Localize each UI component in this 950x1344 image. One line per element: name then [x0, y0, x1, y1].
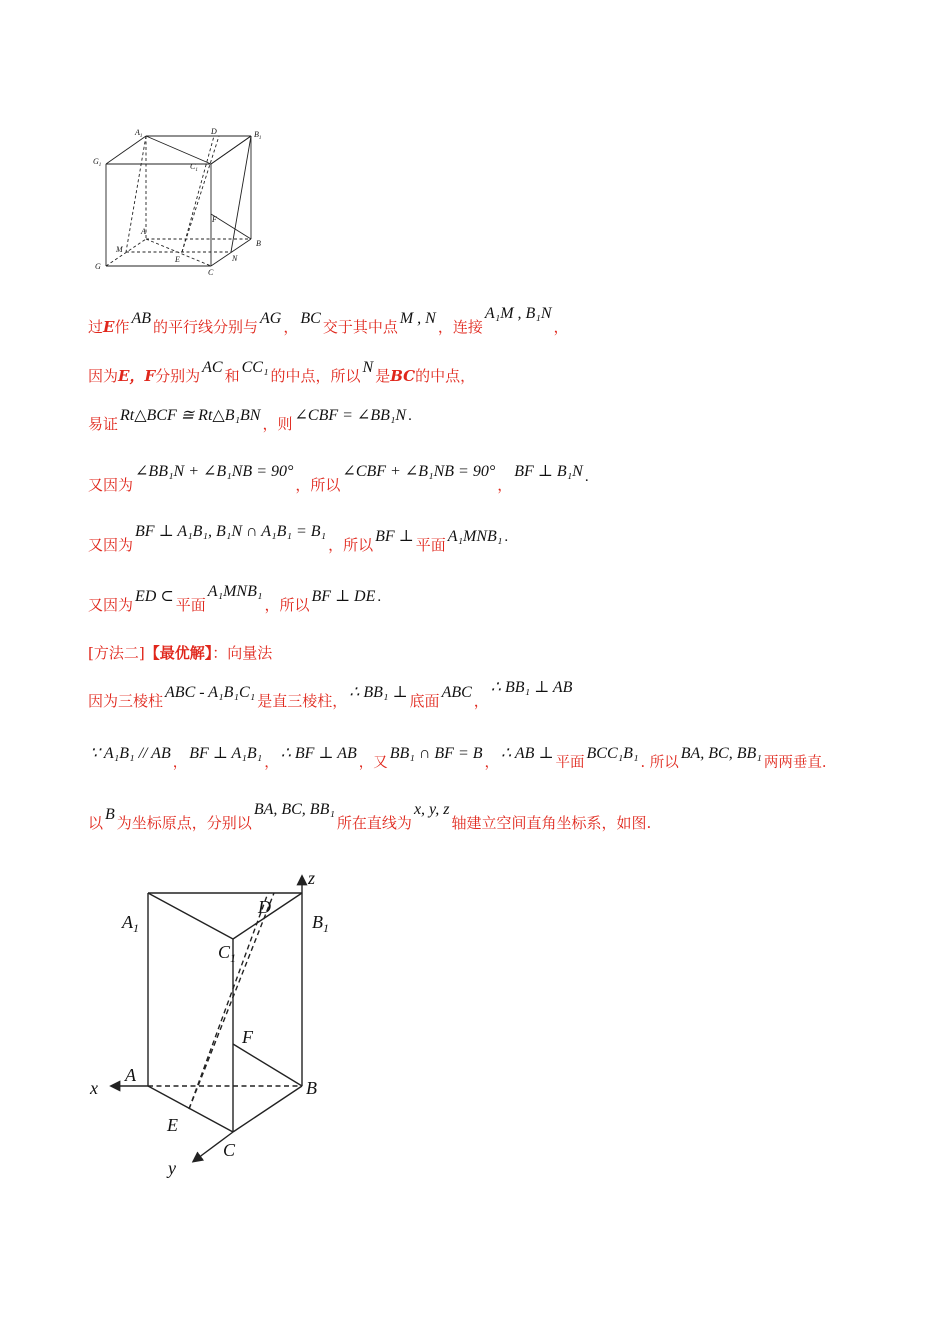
fig2-label-c: C — [223, 1140, 236, 1160]
fig1-label-c1: $C_1$ — [190, 162, 198, 173]
figure-cube-prism — [86, 124, 276, 280]
fig1-label-a1: $A_1$ — [135, 128, 143, 139]
fig2-label-y: y — [168, 1158, 176, 1178]
fig2-label-f: F — [242, 1027, 253, 1047]
fig2-label-a: A — [125, 1065, 136, 1085]
fig1-label-d: D — [211, 127, 217, 136]
fig2-label-z: z — [308, 868, 316, 888]
line-8: 因为三棱柱 ABC - A₁B₁C₁ 是直三棱柱， ∴ BB₁ ⊥ 底面 ABC ，∴ BB₁ ⊥ AB — [88, 679, 573, 710]
fig2-label-x: x — [90, 1078, 98, 1098]
line-6: 又因为 ED ⊂ 平面A₁MNB₁，所以 BF ⊥ DE . — [88, 583, 382, 614]
line-7-method-two: [方法二]【最优解】：向量法 — [88, 644, 273, 662]
fig1-label-m: M — [116, 245, 123, 254]
fig1-label-c: C — [208, 268, 214, 277]
fig2-label-b1: $B_1$ — [312, 912, 329, 935]
figure-coordinate-prism — [80, 866, 350, 1186]
line-1: 过E作 AB 的平行线分别与 AG ， BC 交于其中点 M , N ，连接A₁M , B₁N， — [88, 305, 569, 336]
line-4: 又因为∠BB₁N + ∠B₁NB = 90°，所以∠CBF + ∠B₁NB = 90°，BF ⊥ B₁N . — [88, 463, 589, 494]
fig1-label-e: E — [175, 255, 180, 264]
line-3: 易证 Rt△BCF ≅ Rt△B₁BN ，则 ∠CBF = ∠BB₁N . — [88, 407, 412, 433]
line-5: 又因为BF ⊥ A₁B₁, B₁N ∩ A₁B₁ = B₁，所以 BF ⊥ 平面 A₁MNB₁ . — [88, 523, 509, 554]
fig1-label-f: F — [212, 215, 217, 224]
fig1-label-n: N — [232, 254, 238, 263]
fig2-label-c1: $C_1$ — [218, 942, 237, 965]
line-2: 因为E，F分别为 AC 和 CC₁ 的中点，所以 N 是BC的中点， — [88, 359, 476, 385]
line-9: ∵ A₁B₁ // AB，BF ⊥ A₁B₁，∴ BF ⊥ AB，又BB₁ ∩ BF = B，∴ AB ⊥平面BCC₁B₁. 所以BA, BC, BB₁两两垂直. — [90, 745, 827, 771]
fig1-label-g1: $G_1$ — [93, 157, 102, 168]
fig1-label-b1: $B_1$ — [254, 130, 262, 141]
fig1-label-g: G — [95, 262, 101, 271]
fig1-label-b: B — [256, 239, 261, 248]
fig2-label-d: D — [258, 897, 271, 917]
fig1-label-a: A — [141, 227, 146, 236]
fig2-label-b: B — [306, 1078, 317, 1098]
line-10: 以 B 为坐标原点，分别以BA, BC, BB₁所在直线为x, y, z轴建立空间直角坐标系，如图. — [88, 801, 652, 832]
fig2-label-a1: $A_1$ — [122, 912, 139, 935]
fig2-label-e: E — [167, 1115, 178, 1135]
